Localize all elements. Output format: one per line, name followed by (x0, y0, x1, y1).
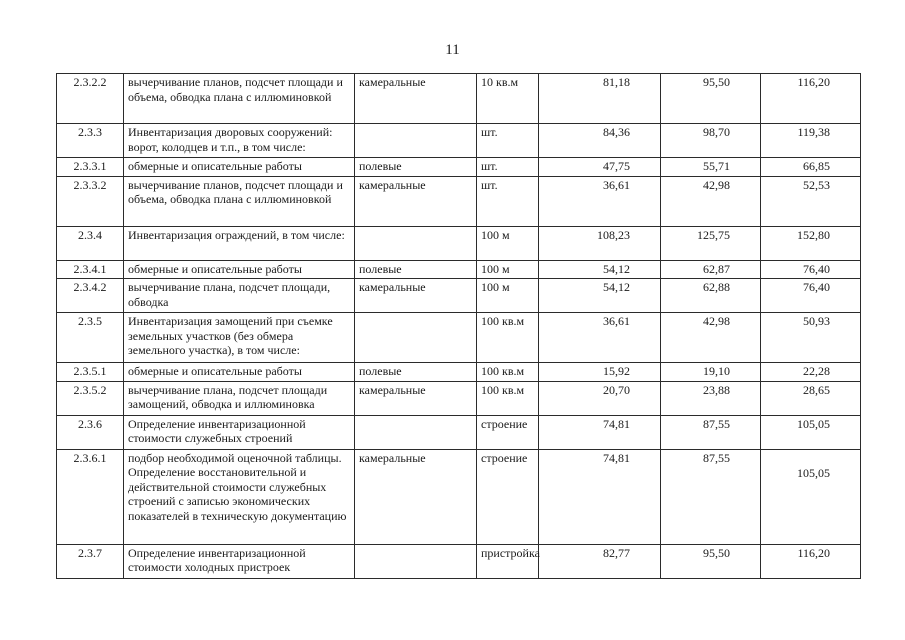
unit: пристройка (477, 544, 539, 578)
price-3: 152,80 (761, 226, 861, 260)
unit: шт. (477, 158, 539, 177)
price-1: 20,70 (539, 381, 661, 415)
table-row (57, 226, 861, 260)
unit: 100 м (477, 226, 539, 260)
work-description: вычерчивание плана, подсчет площади замощений, обводка и иллюминовка (124, 381, 355, 415)
work-description: Определение инвентаризационной стоимости служебных строений (124, 415, 355, 449)
price-1: 54,12 (539, 260, 661, 279)
item-number: 2.3.7 (57, 544, 124, 578)
item-number: 2.3.5.2 (57, 381, 124, 415)
work-type: камеральные (355, 176, 477, 226)
page-number: 11 (445, 42, 460, 58)
item-number: 2.3.3 (57, 124, 124, 158)
unit: 100 кв.м (477, 363, 539, 382)
price-2: 23,88 (661, 381, 761, 415)
price-2: 87,55 (661, 415, 761, 449)
table-row (57, 176, 861, 226)
item-number: 2.3.4.2 (57, 279, 124, 313)
work-type: камеральные (355, 449, 477, 544)
work-description: Инвентаризация ограждений, в том числе: (124, 226, 355, 260)
work-description: вычерчивание планов, подсчет площади и объема, обводка плана с иллюминовкой (124, 74, 355, 124)
price-2: 42,98 (661, 313, 761, 363)
price-3: 119,38 (761, 124, 861, 158)
table-row (57, 449, 861, 544)
table-row (57, 124, 861, 158)
unit: 100 м (477, 279, 539, 313)
price-3: 105,05 (761, 415, 861, 449)
price-2: 95,50 (661, 74, 761, 124)
item-number: 2.3.2.2 (57, 74, 124, 124)
price-3: 76,40 (761, 260, 861, 279)
price-3: 105,05 (761, 449, 861, 544)
price-1: 108,23 (539, 226, 661, 260)
price-1: 81,18 (539, 74, 661, 124)
work-type: камеральные (355, 74, 477, 124)
work-description: обмерные и описательные работы (124, 260, 355, 279)
work-type (355, 313, 477, 363)
work-description: Инвентаризация дворовых сооружений: ворот, колодцев и т.п., в том числе: (124, 124, 355, 158)
price-2: 19,10 (661, 363, 761, 382)
price-1: 74,81 (539, 449, 661, 544)
price-2: 98,70 (661, 124, 761, 158)
item-number: 2.3.4.1 (57, 260, 124, 279)
work-description: Определение инвентаризационной стоимости холодных пристроек (124, 544, 355, 578)
table-row (57, 313, 861, 363)
work-description: подбор необходимой оценочной таблицы. Определение восстановительной и действительной стоимости служебных строений с записью экономических показателей в техническую документацию (124, 449, 355, 544)
item-number: 2.3.6.1 (57, 449, 124, 544)
price-2: 42,98 (661, 176, 761, 226)
price-3: 28,65 (761, 381, 861, 415)
rates-table (56, 73, 861, 579)
price-3: 22,28 (761, 363, 861, 382)
table-row (57, 381, 861, 415)
unit: 100 кв.м (477, 381, 539, 415)
price-2: 95,50 (661, 544, 761, 578)
price-3: 66,85 (761, 158, 861, 177)
price-3: 76,40 (761, 279, 861, 313)
table-row (57, 260, 861, 279)
unit: 10 кв.м (477, 74, 539, 124)
price-2: 55,71 (661, 158, 761, 177)
item-number: 2.3.3.2 (57, 176, 124, 226)
price-2: 62,88 (661, 279, 761, 313)
table-row (57, 158, 861, 177)
unit: строение (477, 415, 539, 449)
item-number: 2.3.5 (57, 313, 124, 363)
price-3: 116,20 (761, 544, 861, 578)
price-1: 36,61 (539, 176, 661, 226)
price-3: 52,53 (761, 176, 861, 226)
price-3: 50,93 (761, 313, 861, 363)
work-description: обмерные и описательные работы (124, 363, 355, 382)
work-type (355, 124, 477, 158)
work-type: камеральные (355, 279, 477, 313)
item-number: 2.3.3.1 (57, 158, 124, 177)
work-type: полевые (355, 260, 477, 279)
work-type: камеральные (355, 381, 477, 415)
table-row (57, 74, 861, 124)
work-type: полевые (355, 158, 477, 177)
item-number: 2.3.5.1 (57, 363, 124, 382)
price-2: 87,55 (661, 449, 761, 544)
price-1: 84,36 (539, 124, 661, 158)
work-type (355, 226, 477, 260)
work-type (355, 415, 477, 449)
price-1: 74,81 (539, 415, 661, 449)
unit: строение (477, 449, 539, 544)
price-1: 15,92 (539, 363, 661, 382)
price-1: 54,12 (539, 279, 661, 313)
unit: 100 кв.м (477, 313, 539, 363)
unit: шт. (477, 124, 539, 158)
price-2: 62,87 (661, 260, 761, 279)
price-1: 82,77 (539, 544, 661, 578)
item-number: 2.3.6 (57, 415, 124, 449)
work-description: обмерные и описательные работы (124, 158, 355, 177)
price-1: 36,61 (539, 313, 661, 363)
table-row (57, 279, 861, 313)
unit: 100 м (477, 260, 539, 279)
work-type (355, 544, 477, 578)
price-3: 116,20 (761, 74, 861, 124)
table-row (57, 363, 861, 382)
work-description: вычерчивание плана, подсчет площади, обводка (124, 279, 355, 313)
table-row (57, 544, 861, 578)
work-description: Инвентаризация замощений при съемке земельных участков (без обмера земельного участка), в том числе: (124, 313, 355, 363)
table-row (57, 415, 861, 449)
unit: шт. (477, 176, 539, 226)
item-number: 2.3.4 (57, 226, 124, 260)
price-1: 47,75 (539, 158, 661, 177)
work-description: вычерчивание планов, подсчет площади и объема, обводка плана с иллюминовкой (124, 176, 355, 226)
work-type: полевые (355, 363, 477, 382)
price-2: 125,75 (661, 226, 761, 260)
